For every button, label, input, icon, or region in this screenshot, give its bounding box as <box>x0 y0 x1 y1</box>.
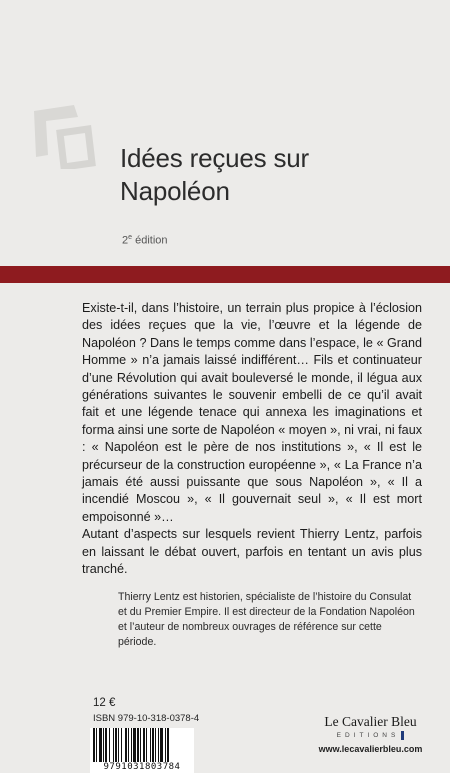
barcode-bar <box>128 728 129 762</box>
publisher-sub <box>308 731 433 740</box>
blurb <box>82 300 422 579</box>
price: 12 € <box>93 697 116 709</box>
barcode-bar <box>96 728 97 762</box>
barcode-bar <box>105 728 107 762</box>
barcode-bar <box>160 728 163 762</box>
barcode-bar <box>167 728 169 762</box>
publisher-sub-label: EDITIONS <box>336 732 400 740</box>
publisher-name: Le Cavalier Bleu <box>324 714 417 729</box>
edition-number: 2 <box>122 234 129 247</box>
barcode-bars <box>93 728 191 762</box>
barcode-number: 9791031803784 <box>90 762 194 772</box>
barcode <box>90 728 194 773</box>
barcode-bar <box>140 728 141 762</box>
barcode-bar <box>121 728 122 762</box>
barcode-bar <box>158 728 159 762</box>
barcode-bar <box>125 728 127 762</box>
blurb-paragraph: Autant d’aspects sur lesquels revient Thierry Lentz, parfois en laissant le débat ouvert, parfois en tentant un avis plus tranché. <box>82 527 422 577</box>
barcode-bar <box>152 728 154 762</box>
barcode-bar <box>115 728 117 762</box>
barcode-bar <box>131 728 132 762</box>
book-title: Idées reçues sur Napoléon <box>120 143 310 206</box>
barcode-bar <box>143 728 145 762</box>
barcode-bar <box>150 728 151 762</box>
barcode-bar <box>155 728 156 762</box>
edition-label <box>122 234 168 247</box>
barcode-bar <box>103 728 104 762</box>
isbn: ISBN 979-10-318-0378-4 <box>93 713 200 724</box>
author-bio: Thierry Lentz est historien, spécialiste de l’histoire du Consulat et du Premier Empire. Il est directeur de la Fondation Napoléon et l’auteur de nombreux ouvrages de référence sur cette période. <box>118 591 415 648</box>
publisher-accent-icon <box>401 731 404 740</box>
edition-word: édition <box>135 234 168 247</box>
barcode-bar <box>109 728 110 762</box>
blurb-paragraph: Existe-t-il, dans l’histoire, un terrain plus propice à l’éclosion des idées reçues que la vie, l’œuvre et la légende de Napoléon ? Dans le temps comme dans l’espace, le « Grand Homme » n’a jamais laissé indifférent… Fils et continuateur d’une Révolution qui avait bouleversé le monde, il légua aux générations suivantes le souvenir embelli de ce qu’il avait fait et une légende tenace qui annexa les imaginations et forma ainsi une sorte de Napoléon « moyen », ni vrai, ni faux : « Napoléon est le père de nos institutions », « Il est le précurseur de la construction européenne », « La France n’a jamais été aussi puissante que sous Napoléon », « Il a incendié Moscou », « Il gouvernait seul », « Il est mort empoisonné »… <box>82 301 422 524</box>
barcode-bar <box>165 728 166 762</box>
series-logo-icon <box>30 103 96 169</box>
barcode-bar <box>146 728 147 762</box>
barcode-bar <box>133 728 136 762</box>
barcode-bar <box>93 728 95 762</box>
barcode-bar <box>118 728 119 762</box>
red-band <box>0 266 450 283</box>
publisher-block <box>308 714 433 754</box>
edition-suffix: e <box>128 234 133 241</box>
publisher-url: www.lecavalierbleu.com <box>318 744 423 754</box>
barcode-bar <box>113 728 114 762</box>
barcode-bar <box>137 728 139 762</box>
barcode-bar <box>99 728 102 762</box>
